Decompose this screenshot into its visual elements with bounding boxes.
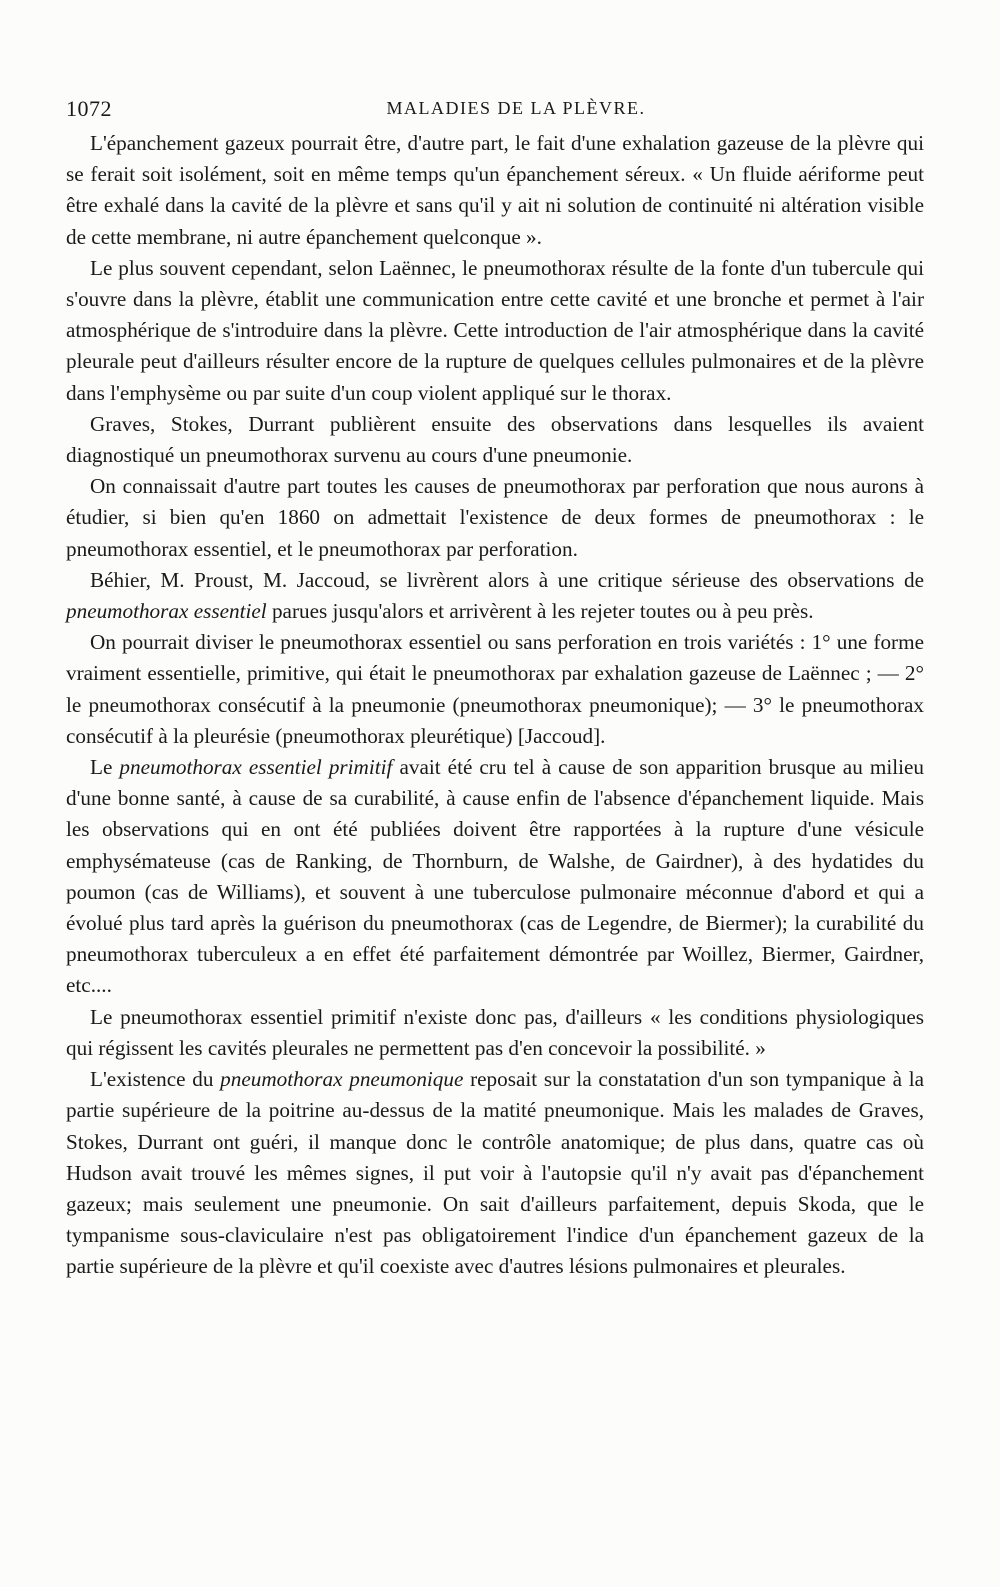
paragraph-text: Le	[90, 755, 120, 780]
paragraph-text: reposait sur la constatation d'un son tympanique à la partie supérieure de la poitrine au-dessus de la matité pneumonique. Mais les malades de Graves, Stokes, Durrant ont guéri, il manque donc le contrôle anatomique; de plus dans, quatre cas où Hudson avait trouvé les mêmes signes, il put voir à l'autopsie qu'il n'y avait pas d'épanchement gazeux; mais seulement une pneumonie. On sait d'ailleurs parfaitement, depuis Skoda, que le tympanisme sous-claviculaire n'est pas obligatoirement l'indice d'un épanchement gazeux de la partie supérieure de la plèvre et qu'il coexiste avec d'autres lésions pulmonaires et pleurales.	[66, 1067, 924, 1279]
paragraph-text: L'existence du	[90, 1067, 221, 1092]
italic-term: pneumothorax pneumonique	[220, 1067, 464, 1092]
running-title: MALADIES DE LA PLÈVRE.	[386, 98, 646, 118]
body-text	[66, 128, 924, 1283]
italic-term: pneumothorax essentiel primitif	[119, 755, 393, 780]
paragraph-text: parues jusqu'alors et arrivèrent à les rejeter toutes ou à peu près.	[266, 599, 814, 624]
paragraph	[66, 253, 924, 409]
paragraph-text: avait été cru tel à cause de son apparition brusque au milieu d'une bonne santé, à cause de sa curabilité, à cause enfin de l'absence d'épanchement liquide. Mais les observations qui en ont été publiées doivent être rapportées à la rupture d'une vésicule emphysémateuse (cas de Ranking, de Thornburn, de Walshe, de Gairdner), à des hydatides du poumon (cas de Williams), et souvent à une tuberculose pulmonaire méconnue d'abord et qui a évolué plus tard après la guérison du pneumothorax (cas de Legendre, de Biermer); la curabilité du pneumothorax tuberculeux a en effet été parfaitement démontrée par Woillez, Biermer, Gairdner, etc....	[66, 755, 924, 998]
paragraph-text: Graves, Stokes, Durrant publièrent ensuite des observations dans lesquelles ils avaient diagnostiqué un pneumothorax survenu au cours d'une pneumonie.	[66, 411, 924, 468]
page-header	[66, 96, 926, 126]
paragraph	[66, 627, 924, 752]
paragraph	[66, 565, 924, 627]
page-number: 1072	[66, 96, 112, 121]
paragraph	[66, 1064, 924, 1282]
paragraph	[66, 128, 924, 253]
paragraph-text: On connaissait d'autre part toutes les causes de pneumothorax par perforation que nous aurons à étudier, si bien qu'en 1860 on admettait l'existence de deux formes de pneumothorax : le pneumothorax essentiel, et le pneumothorax par perforation.	[66, 474, 924, 561]
paragraph	[66, 409, 924, 471]
paragraph-text: L'épanchement gazeux pourrait être, d'autre part, le fait d'une exhalation gazeuse de la plèvre qui se ferait soit isolément, soit en même temps qu'un épanchement séreux. « Un fluide aériforme peut être exhalé dans la cavité de la plèvre et sans qu'il y ait ni solution de continuité ni altération visible de cette membrane, ni autre épanchement quelconque ».	[66, 131, 924, 249]
paragraph	[66, 752, 924, 1002]
paragraph-text: Béhier, M. Proust, M. Jaccoud, se livrèrent alors à une critique sérieuse des observations de	[90, 567, 924, 592]
paragraph	[66, 471, 924, 565]
paragraph-text: Le plus souvent cependant, selon Laënnec, le pneumothorax résulte de la fonte d'un tubercule qui s'ouvre dans la plèvre, établit une communication entre cette cavité et une bronche et permet à l'air atmosphérique de s'introduire dans la plèvre. Cette introduction de l'air atmosphérique dans la cavité pleurale peut d'ailleurs résulter encore de la rupture de quelques cellules pulmonaires et de la plèvre dans l'emphysème ou par suite d'un coup violent appliqué sur le thorax.	[66, 255, 924, 405]
italic-term: pneumothorax essentiel	[66, 599, 267, 624]
paragraph-text: Le pneumothorax essentiel primitif n'existe donc pas, d'ailleurs « les conditions physiologiques qui régissent les cavités pleurales ne permettent pas d'en concevoir la possibilité. »	[66, 1004, 924, 1060]
paragraph-text: On pourrait diviser le pneumothorax essentiel ou sans perforation en trois variétés : 1° une forme vraiment essentielle, primitive, qui était le pneumothorax par exhalation gazeuse de Laënnec ; — 2° le pneumothorax consécutif à la pneumonie (pneumothorax pneumonique); — 3° le pneumothorax consécutif à la pleurésie (pneumothorax pleurétique) [Jaccoud].	[66, 630, 924, 748]
paragraph	[66, 1002, 924, 1064]
